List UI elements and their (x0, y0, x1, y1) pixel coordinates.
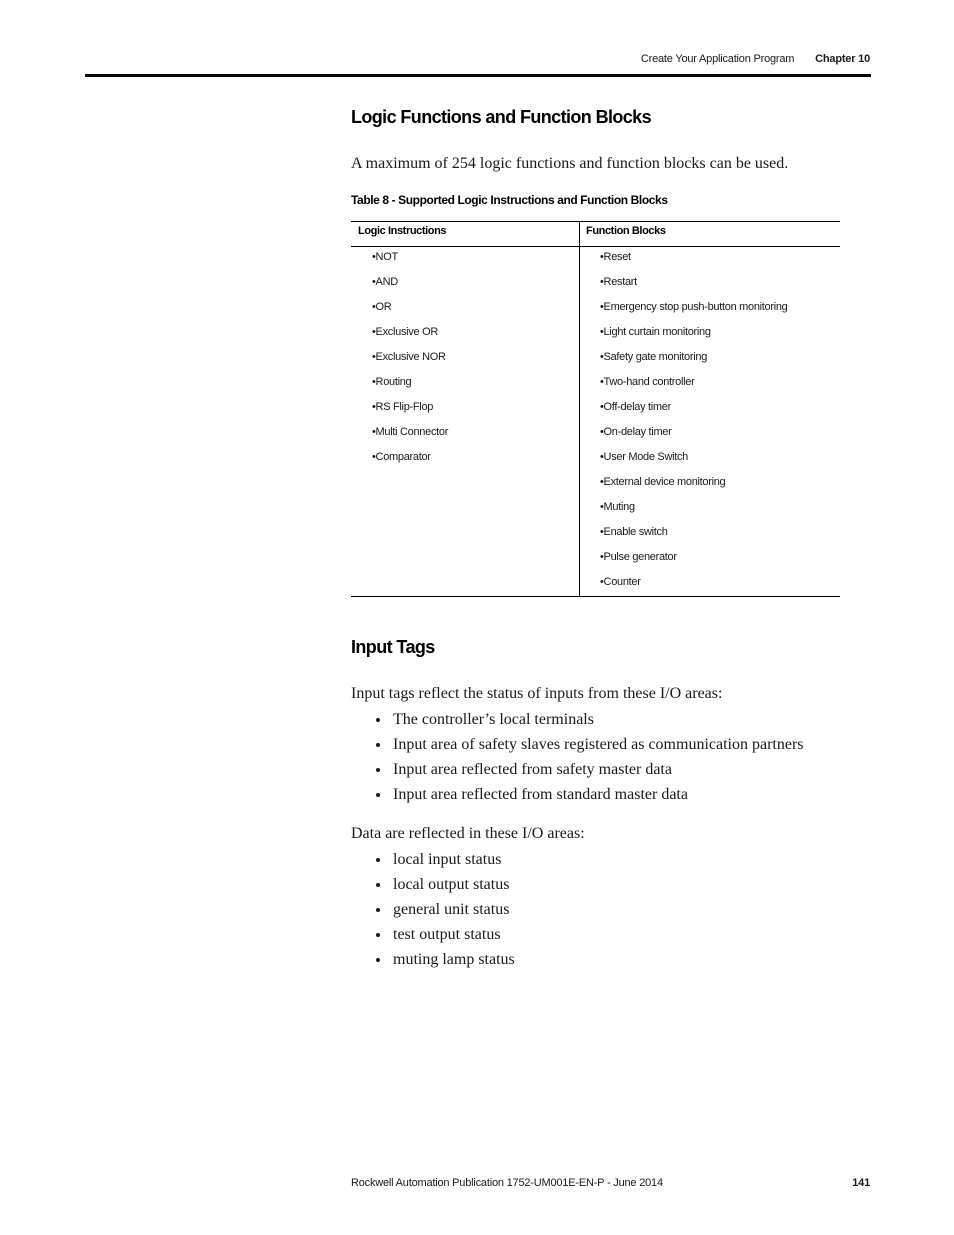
logic-instruction-item: •NOT (372, 251, 398, 263)
logic-instruction-item: •Exclusive NOR (372, 351, 446, 363)
function-block-item: •Emergency stop push-button monitoring (600, 301, 788, 313)
input-tags-intro: Input tags reflect the status of inputs from these I/O areas: (351, 685, 723, 702)
table-header-logic-instructions: Logic Instructions (358, 225, 447, 237)
table-column-divider (579, 222, 580, 596)
logic-instructions-list (372, 247, 448, 472)
logic-instruction-item: •RS Flip-Flop (372, 401, 434, 413)
logic-instruction-item: •Routing (372, 376, 412, 388)
io-area-item: Input area reflected from standard master data (376, 782, 804, 807)
header-chapter: Chapter 10 (815, 53, 870, 65)
running-header (641, 53, 870, 65)
function-block-item: •Restart (600, 276, 637, 288)
function-blocks-list (600, 247, 788, 597)
table-header-function-blocks: Function Blocks (586, 225, 666, 237)
function-block-item: •Safety gate monitoring (600, 351, 708, 363)
data-area-item: general unit status (376, 897, 515, 922)
logic-instruction-item: •Exclusive OR (372, 326, 438, 338)
function-block-item: •External device monitoring (600, 476, 726, 488)
data-area-item: test output status (376, 922, 515, 947)
function-block-item: •Enable switch (600, 526, 668, 538)
logic-instruction-item: •AND (372, 276, 398, 288)
table-caption: Table 8 - Supported Logic Instructions and Function Blocks (351, 193, 668, 207)
logic-function-table (351, 221, 840, 597)
data-area-item: local output status (376, 872, 515, 897)
section-title-input-tags: Input Tags (351, 637, 435, 657)
data-areas-list (376, 847, 515, 972)
footer-publication: Rockwell Automation Publication 1752-UM001E-EN-P - June 2014 (351, 1177, 663, 1189)
header-rule (85, 74, 871, 77)
logic-instruction-item: •OR (372, 301, 392, 313)
io-area-item: Input area of safety slaves registered as communication partners (376, 732, 804, 757)
header-section-title: Create Your Application Program (640, 53, 795, 65)
page-number: 141 (852, 1177, 870, 1189)
io-area-item: Input area reflected from safety master data (376, 757, 804, 782)
logic-instruction-item: •Multi Connector (372, 426, 449, 438)
section-title-logic-functions: Logic Functions and Function Blocks (351, 107, 652, 127)
data-area-item: local input status (376, 847, 515, 872)
function-block-item: •Reset (600, 251, 631, 263)
io-area-item: The controller’s local terminals (376, 707, 804, 732)
logic-instruction-item: •Comparator (372, 451, 431, 463)
function-block-item: •Light curtain monitoring (600, 326, 711, 338)
data-areas-intro: Data are reflected in these I/O areas: (351, 825, 585, 842)
function-block-item: •Pulse generator (600, 551, 677, 563)
logic-intro-paragraph: A maximum of 254 logic functions and function blocks can be used. (351, 155, 789, 172)
function-block-item: •Off-delay timer (600, 401, 671, 413)
function-block-item: •Two-hand controller (600, 376, 695, 388)
function-block-item: •User Mode Switch (600, 451, 689, 463)
io-areas-list (376, 707, 804, 807)
data-area-item: muting lamp status (376, 947, 515, 972)
function-block-item: •Muting (600, 501, 635, 513)
function-block-item: •Counter (600, 576, 641, 588)
function-block-item: •On-delay timer (600, 426, 672, 438)
